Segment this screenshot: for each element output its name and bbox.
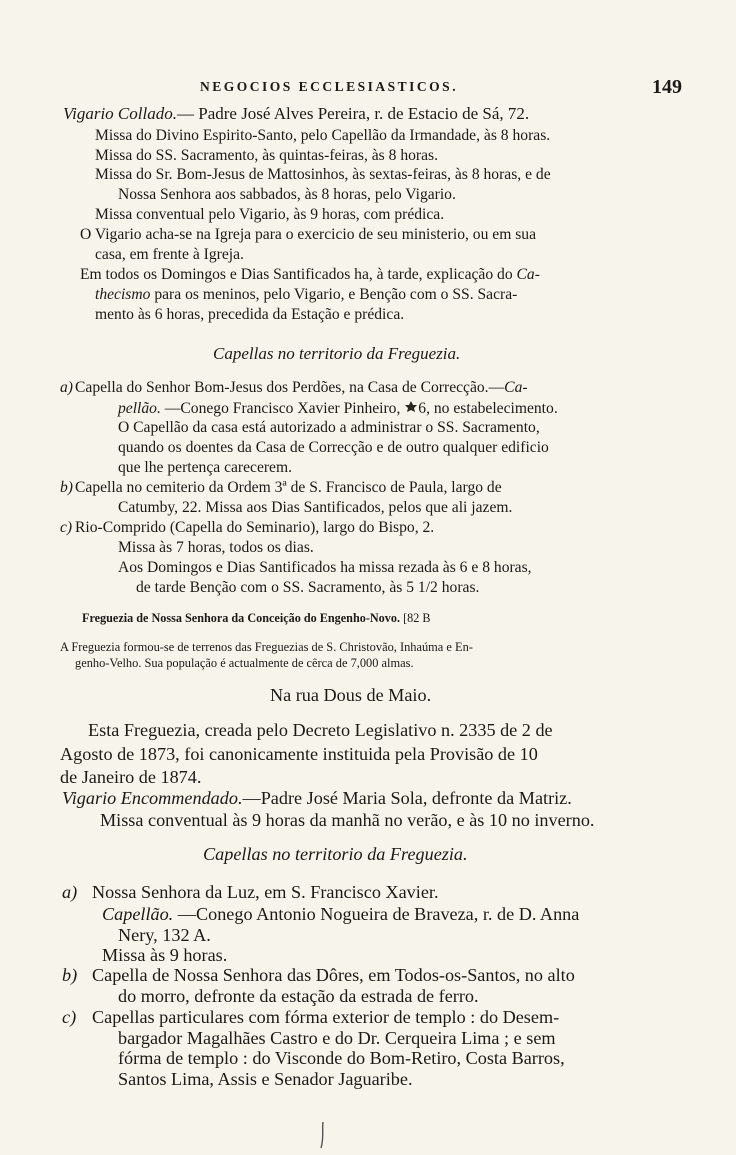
capella-c-line-1-text: Rio-Comprido (Capella do Seminario), largo do Bispo, 2. [75,519,435,536]
capella-a-line-1-text: Capella do Senhor Bom-Jesus dos Perdões, na Casa de Correcção.— [75,379,505,396]
capella-a-note-3: que lhe pertença carecerem. [118,459,293,476]
capella-2c-marker: c) [62,1007,77,1027]
capella-2c-line-4: Santos Lima, Assis e Senador Jaguaribe. [118,1069,413,1089]
vigario-encommendado-line [62,789,572,807]
page-number: 149 [652,76,682,98]
freguezia-heading-text: Freguezia de Nossa Senhora da Conceição do Engenho-Novo. [82,611,401,625]
capella-2c-line-3: fórma de templo : do Visconde do Bom-Retiro, Costa Barros, [118,1048,565,1068]
decreto-line-1: Esta Freguezia, creada pelo Decreto Legislativo n. 2335 de 2 de [88,720,553,740]
capella-2b-line-1-text: Capella de Nossa Senhora das Dôres, em Todos-os-Santos, no alto [92,965,575,985]
capella-2c-line-1-text: Capellas particulares com fórma exterior de templo : do Desem- [92,1007,560,1027]
capella-a-line-2-tail: 6, no estabelecimento. [418,400,558,417]
vigario-collado-line [63,105,529,122]
capella-2c-line-1 [62,1008,559,1026]
capella-2c-line-2: bargador Magalhães Castro e do Dr. Cerqueira Lima ; e sem [118,1028,556,1048]
vigario-encommendado-label: Vigario Encommendado. [62,788,243,808]
capella-a-line-2-text: —Conego Francisco Xavier Pinheiro, [160,400,405,417]
missa-ss-sacramento: Missa do SS. Sacramento, às quintas-feiras, às 8 horas. [95,147,439,164]
vigario-acha-line-2: casa, em frente à Igreja. [95,246,244,263]
freguezia-intro-line-1: A Freguezia formou-se de terrenos das Freguezias de S. Christovão, Inhaúma e En- [60,640,473,654]
capella-2a-line-1-text: Nossa Senhora da Luz, em S. Francisco Xavier. [92,882,439,902]
missa-bom-jesus-line-1: Missa do Sr. Bom-Jesus de Mattosinhos, às sextas-feiras, às 8 horas, e de [95,166,551,183]
missa-divino-espirito-santo: Missa do Divino Espirito-Santo, pelo Capellão da Irmandade, às 8 horas. [95,127,551,144]
domingos-line-1-text: Em todos os Domingos e Dias Santificados ha, à tarde, explicação do [80,266,517,283]
capella-b-line-1 [60,480,502,496]
capella-a-line-2-italic: pellão. [118,400,161,417]
capellas-heading-1: Capellas no territorio da Freguezia. [213,344,461,363]
capella-2b-line-1 [62,966,575,984]
capella-2b-marker: b) [62,965,78,985]
capella-2a-line-1 [62,883,439,901]
capella-2a-line-4: Missa às 9 horas. [102,945,228,965]
capella-a-emblem-icon [404,400,418,417]
capella-2a-line-2 [102,905,579,923]
capella-a-line-2 [118,400,558,417]
capella-2a-marker: a) [62,882,78,902]
capella-a-note-1: O Capellão da casa está autorizado a administrar o SS. Sacramento, [118,419,540,436]
freguezia-intro-line-2: genho-Velho. Sua população é actualmente de cêrca de 7,000 almas. [75,656,414,670]
printer-mark [317,1120,329,1155]
domingos-line-3: mento às 6 horas, precedida da Estação e prédica. [95,306,405,323]
capella-c-line-4: de tarde Benção com o SS. Sacramento, às 5 1/2 horas. [136,579,480,596]
capella-c-line-1 [60,520,434,536]
missa-bom-jesus-line-2: Nossa Senhora aos sabbados, às 8 horas, pelo Vigario. [118,186,456,203]
vigario-collado-text: — Padre José Alves Pereira, r. de Estacio de Sá, 72. [176,104,530,123]
domingos-line-2 [95,287,517,303]
capella-2a-line-2-text: —Conego Antonio Nogueira de Braveza, r. de D. Anna [173,904,580,924]
capella-c-line-2: Missa às 7 horas, todos os dias. [118,539,314,556]
capella-b-line-1-text: Capella no cemiterio da Ordem 3ª de S. Francisco de Paula, largo de [75,479,502,496]
capella-c-line-3: Aos Domingos e Dias Santificados ha missa rezada às 6 e 8 horas, [118,559,532,576]
capella-a-line-1 [60,380,528,396]
decreto-line-3: de Janeiro de 1874. [60,767,202,787]
running-title: NEGOCIOS ECCLESIASTICOS. [200,79,459,94]
domingos-line-2-text: para os meninos, pelo Vigario, e Benção com o SS. Sacra- [150,286,518,303]
capella-a-line-1-italic: Ca- [504,379,528,396]
missa-conventual: Missa conventual pelo Vigario, às 9 horas, com prédica. [95,206,445,223]
vigario-collado-label: Vigario Collado. [63,104,177,123]
decreto-line-2: Agosto de 1873, foi canonicamente instituida pela Provisão de 10 [60,744,538,764]
freguezia-heading [82,612,430,624]
capella-a-note-2: quando os doentes da Casa de Correcção e de outro qualquer edificio [118,439,549,456]
capella-2a-line-3: Nery, 132 A. [118,925,211,945]
capella-2b-line-2: do morro, defronte da estação da estrada de ferro. [118,986,479,1006]
freguezia-heading-suffix: [82 B [403,611,431,625]
vigario-encommendado-text: —Padre José Maria Sola, defronte da Matriz. [242,788,572,808]
domingos-line-1 [80,267,540,283]
domingos-line-1-italic: Ca- [516,266,540,283]
capella-b-marker: b) [60,479,73,496]
capella-2a-capellao-label: Capellão. [102,904,174,924]
capella-c-marker: c) [60,519,73,536]
capella-a-marker: a) [60,379,73,396]
missa-conventual-2: Missa conventual às 9 horas da manhã no verão, e às 10 no inverno. [100,810,595,830]
vigario-acha-line-1: O Vigario acha-se na Igreja para o exercicio de seu ministerio, ou em sua [80,226,537,243]
address-heading: Na rua Dous de Maio. [270,685,432,705]
capellas-heading-2: Capellas no territorio da Freguezia. [203,844,468,864]
capella-b-line-2: Catumby, 22. Missa aos Dias Santificados, pelos que ali jazem. [118,499,513,516]
domingos-line-2-italic: thecismo [95,286,151,303]
